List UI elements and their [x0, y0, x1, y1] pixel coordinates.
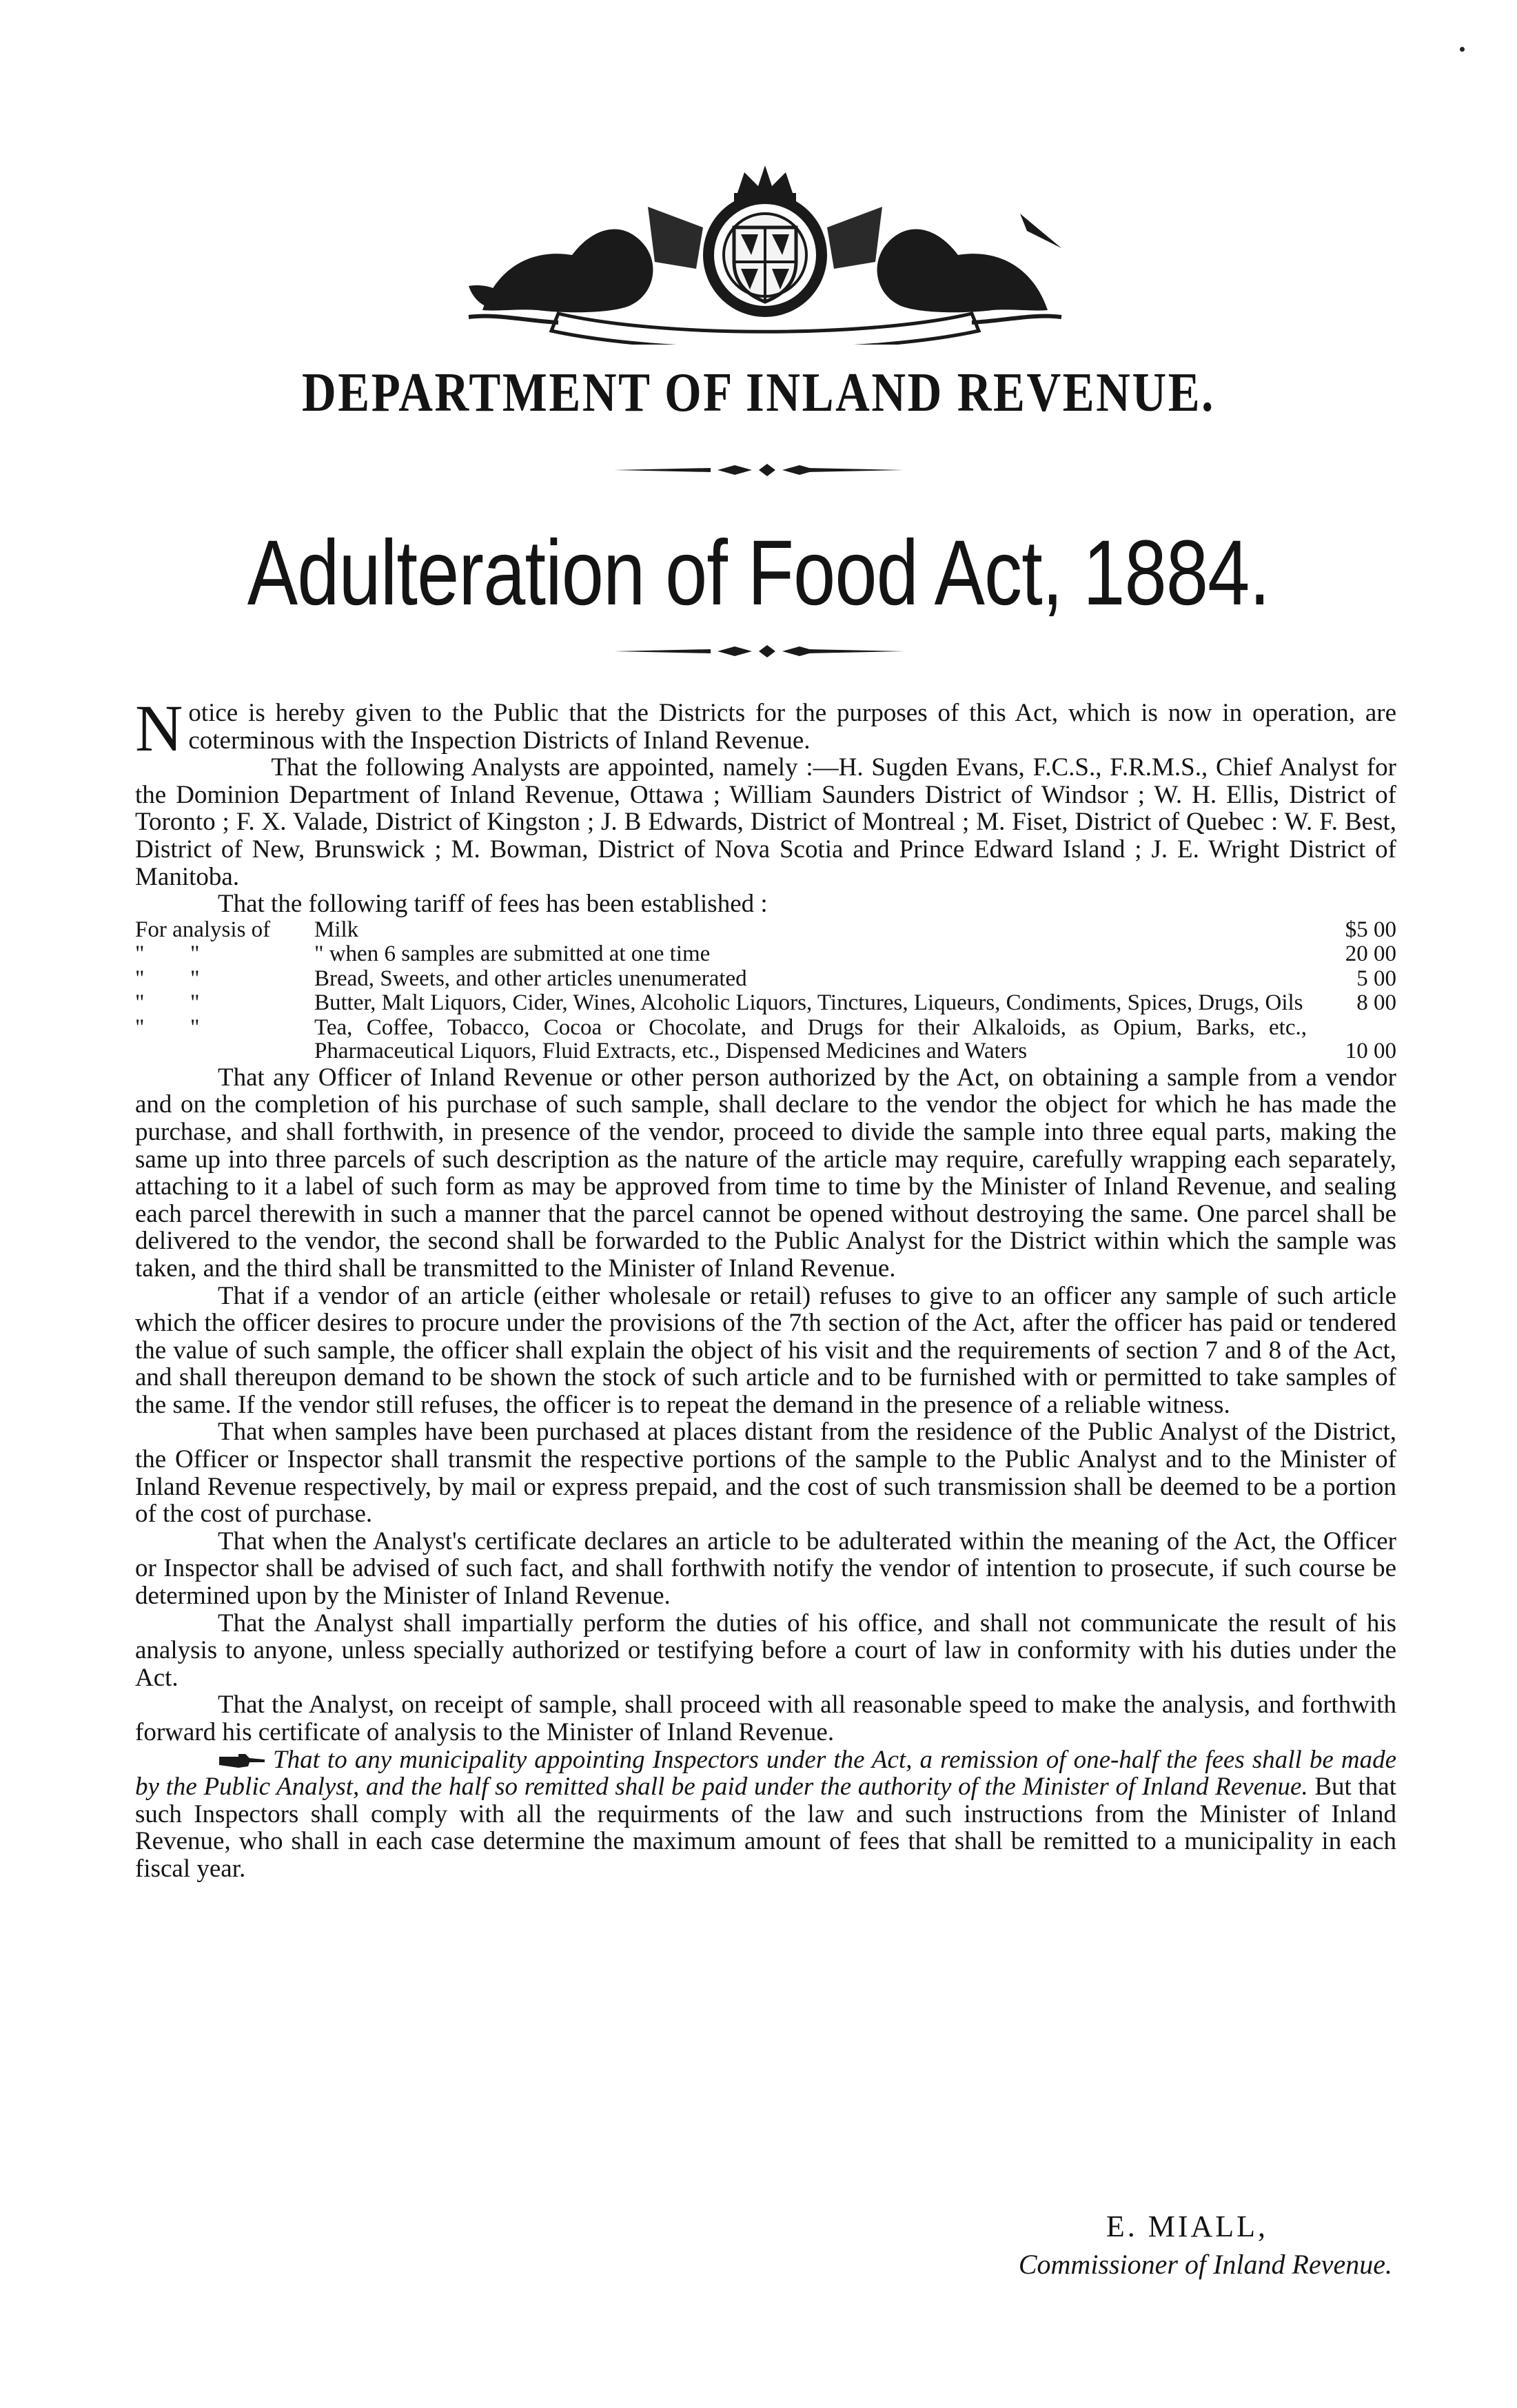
fee-row — [135, 942, 1396, 967]
paragraph-prosecution: That when the Analyst's certificate declares an article to be adulterated within the meaning of the Act, the Officer or Inspector shall be advised of such fact, and shall forthwith notify the vendor of intention to prosecute, if such course be determined upon by the Minister of Inland Revenue. — [135, 1527, 1396, 1611]
speck-mark — [1460, 47, 1465, 52]
ditto-mark: " — [135, 990, 145, 1016]
act-title: Adulteration of Food Act, 1884. — [247, 522, 1270, 624]
fee-item: Tea, Coffee, Tobacco, Cocoa or Chocolate, and Drugs for their Alkaloids, as Opium, Barks, etc., Pharmaceutical Liquors, Fluid Extracts, etc., Dispensed Medicines and Waters — [314, 1014, 1307, 1064]
ditto-mark: " — [190, 990, 200, 1016]
pointing-hand-icon — [218, 1753, 266, 1769]
signatory-title: Commissioner of Inland Revenue. — [1018, 2249, 1392, 2280]
fee-row — [135, 967, 1396, 992]
fee-amount: $5 00 — [1345, 917, 1396, 942]
paragraph-refusal: That if a vendor of an article (either wholesale or retail) refuses to give to an officer any sample of such article which the officer desires to procure under the provisions of the 7th section of the Act, after the officer has paid or tendered the value of such sample, the officer shall explain the object of his visit and the requirements of section 7 and 8 of the Act, and shall thereupon demand to be shown the stock of such article and to be furnished with or permitted to take samples of the same. If the vendor still refuses, the officer is to repeat the demand in the presence of a reliable witness. — [135, 1281, 1396, 1419]
paragraph-tariff-intro: That the following tariff of fees has been established : — [218, 890, 768, 919]
rule-ornament-icon — [0, 463, 1517, 480]
paragraph-impartiality: That the Analyst shall impartially perform the duties of his office, and shall not communicate the result of his analysis to anyone, unless specially authorized or testifying before a court of law in conformity with his duties under the Act. — [135, 1609, 1396, 1692]
rule-ornament-icon — [0, 644, 1517, 662]
fee-row — [135, 918, 1396, 943]
fee-row — [135, 991, 1396, 1016]
fee-item: Milk — [314, 917, 359, 942]
fee-lead: For analysis of — [135, 917, 271, 942]
fee-item: " when 6 samples are submitted at one time — [314, 941, 711, 967]
signature-block — [896, 2209, 1392, 2285]
paragraph-analysts: That the following Analysts are appointed, namely :—H. Sugden Evans, F.C.S., F.R.M.S., Chief Analyst for the Dominion Department of Inland Revenue, Ottawa ; William Saunders District of Windsor ; W. H. Ellis, District of Toronto ; F. X. Valade, District of Kingston ; J. B Edwards, District of Montreal ; M. Fiset, District of Quebec : W. F. Best, District of New, Brunswick ; M. Bowman, District of Nova Scotia and Prince Edward Island ; J. E. Wright District of Manitoba. — [135, 753, 1396, 891]
royal-coat-of-arms-icon — [455, 165, 1075, 345]
department-title: DEPARTMENT OF INLAND REVENUE. — [302, 363, 1215, 423]
ditto-mark: " — [135, 941, 145, 967]
paragraph-districts — [135, 691, 1396, 765]
paragraph-transmission: That when samples have been purchased at places distant from the residence of the Public Analyst of the District, the Officer or Inspector shall transmit the respective portions of the sample to the Public Analyst and to the Minister of Inland Revenue respectively, by mail or express prepaid, and the cost of such transmission shall be deemed to be a portion of the cost of purchase. — [135, 1418, 1396, 1529]
drop-cap: N — [135, 691, 183, 765]
ditto-mark: " — [135, 966, 145, 991]
ditto-mark: " — [135, 1014, 145, 1040]
municipality-remission-text: That to any municipality appointing Inspectors under the Act, a remission of one-half the fees shall be made by the Public Analyst, and the half so remitted shall be paid under the authority of the Minister of Inland Revenue. — [135, 1745, 1396, 1802]
ditto-mark: " — [190, 1014, 200, 1040]
fee-amount: 8 00 — [1356, 990, 1396, 1016]
paragraph-speed: That the Analyst, on receipt of sample, shall proceed with all reasonable speed to make the analysis, and forthwith forward his certificate of analysis to the Minister of Inland Revenue. — [135, 1691, 1396, 1746]
notice-body — [135, 691, 1396, 1883]
fee-amount: 20 00 — [1345, 941, 1396, 967]
ditto-mark: " — [190, 966, 200, 991]
signatory-name: E. MIALL, — [1106, 2210, 1268, 2243]
paragraph-sampling: That any Officer of Inland Revenue or other person authorized by the Act, on obtaining a sample from a vendor and on the completion of his purchase of such sample, shall declare to the vendor the object for which he has made the purchase, and shall forthwith, in presence of the vendor, proceed to divide the sample into three equal parts, making the same up into three parcels of such description as the nature of the article may require, carefully wrapping each separately, attaching to it a label of such form as may be approved from time to time by the Minister of Inland Revenue, and sealing each parcel therewith in such a manner that the parcel cannot be opened without destroying the same. One parcel shall be delivered to the vendor, the second shall be forwarded to the Public Analyst for the District within which the sample was taken, and the third shall be transmitted to the Minister of Inland Revenue. — [135, 1063, 1396, 1283]
paragraph-municipality — [135, 1746, 1396, 1883]
fee-amount: 5 00 — [1356, 966, 1396, 991]
municipality-compliance-text: But that such Inspectors shall comply with all the requirments of the law and such instructions from the Minister of Inland Revenue, who shall in each case determine the maximum amount of fees that shall be remitted to a municipality in each fiscal year. — [135, 1773, 1396, 1883]
ditto-mark: " — [190, 941, 200, 967]
fee-item: Butter, Malt Liquors, Cider, Wines, Alcoholic Liquors, Tinctures, Liqueurs, Condiments, Spices, Drugs, Oils — [314, 990, 1303, 1016]
fee-table — [135, 918, 1396, 1064]
paragraph-text: otice is hereby given to the Public that the Districts for the purposes of this Act, which is now in operation, are coterminous with the Inspection Districts of Inland Revenue. — [188, 699, 1396, 755]
fee-amount: 10 00 — [1345, 1039, 1396, 1064]
fee-item: Bread, Sweets, and other articles unenumerated — [314, 966, 747, 991]
fee-row — [135, 1016, 1396, 1064]
